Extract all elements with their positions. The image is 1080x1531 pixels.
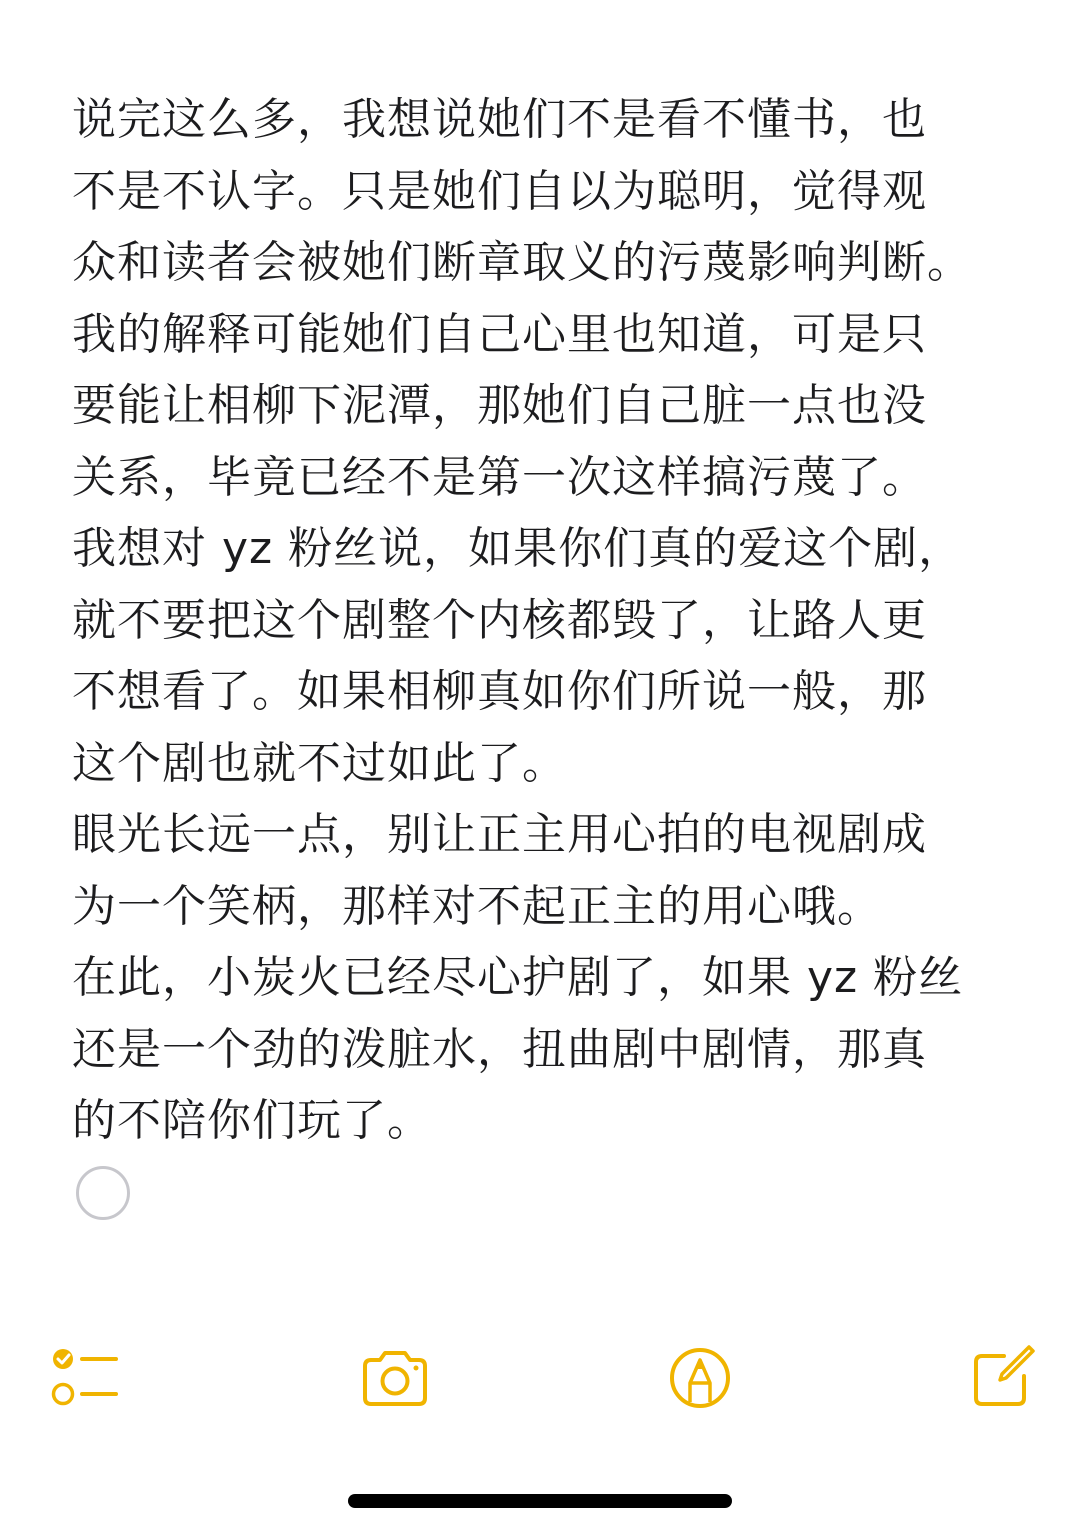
note-line: 的不陪你们玩了。 (72, 1095, 432, 1146)
note-line: 说完这么多，我想说她们不是看不懂书，也 (72, 94, 927, 145)
compose-button[interactable] (960, 1336, 1044, 1420)
note-line: 还是一个劲的泼脏水，扭曲剧中剧情，那真 (72, 1023, 927, 1075)
note-line: 为一个笑柄，那样对不起正主的用心哦。 (72, 880, 882, 932)
note-line: 这个剧也就不过如此了。 (72, 737, 567, 789)
compose-icon (960, 1336, 1044, 1420)
note-line: 要能让相柳下泥潭，那她们自己脏一点也没 (72, 380, 927, 431)
note-line: 在此，小炭火已经尽心护剧了，如果 yz 粉丝 (72, 952, 964, 1003)
note-line: 我想对 yz 粉丝说，如果你们真的爱这个剧， (72, 523, 964, 574)
note-line: 众和读者会被她们断章取义的污蔑影响判断。 (72, 237, 972, 288)
note-line: 我的解释可能她们自己心里也知道，可是只 (72, 308, 927, 360)
camera-icon (353, 1336, 437, 1420)
markup-pen-icon (658, 1336, 742, 1420)
checklist-icon (44, 1336, 128, 1420)
note-line: 不是不认字。只是她们自以为聪明，觉得观 (72, 165, 927, 217)
camera-button[interactable] (353, 1336, 437, 1420)
checklist-button[interactable] (44, 1336, 128, 1420)
note-line: 不想看了。如果相柳真如你们所说一般，那 (72, 666, 927, 717)
note-line: 就不要把这个剧整个内核都毁了，让路人更 (72, 594, 927, 646)
home-indicator[interactable] (348, 1494, 732, 1508)
note-line: 关系，毕竟已经不是第一次这样搞污蔑了。 (72, 451, 927, 503)
checklist-checkbox[interactable] (76, 1166, 130, 1220)
note-body[interactable] (72, 84, 1012, 1157)
note-line: 眼光长远一点，别让正主用心拍的电视剧成 (72, 809, 927, 860)
markup-button[interactable] (658, 1336, 742, 1420)
